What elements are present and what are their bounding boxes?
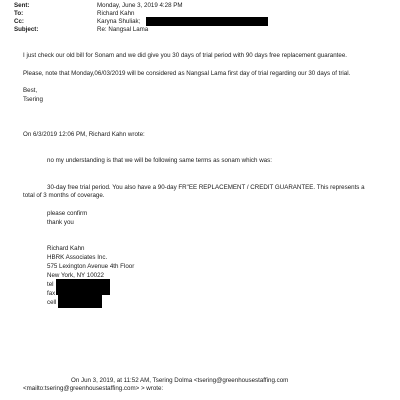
sent-label: Sent: xyxy=(14,2,30,9)
cc-value: Karyna Shuliak; xyxy=(97,18,141,25)
quoted-line-1: no my understanding is that we will be following same terms as sonam which was: xyxy=(47,157,272,164)
quoted-confirm: please confirm xyxy=(47,210,88,217)
quoted-thanks: thank you xyxy=(47,219,74,226)
sig-fax-label: fax xyxy=(47,290,56,297)
tel-redaction xyxy=(56,279,110,287)
sig-address: 575 Lexington Avenue 4th Floor xyxy=(47,263,135,270)
quoted-line-2b: total of 3 months of coverage. xyxy=(23,192,105,199)
subject-value: Re: Nangsal Lama xyxy=(97,26,149,33)
sig-cell-label: cell xyxy=(47,299,57,306)
body-paragraph-1: I just check our old bill for Sonam and we did give you 30 days of trial period with 90 days free replacement guarantee. xyxy=(23,52,347,59)
fax-redaction xyxy=(56,287,110,295)
to-value: Richard Kahn xyxy=(97,10,135,17)
closing: Best, xyxy=(23,87,38,94)
quoted2-intro: On Jun 3, 2019, at 11:52 AM, Tsering Dolma <tsering@greenhousestaffing.com xyxy=(71,377,289,384)
to-label: To: xyxy=(14,10,24,17)
sig-tel-label: tel xyxy=(47,281,54,288)
sig-name: Richard Kahn xyxy=(47,245,85,252)
sent-value: Monday, June 3, 2019 4:28 PM xyxy=(97,2,183,9)
quoted2-mailto: <mailto:tsering@greenhousestaffing.com> > wrote: xyxy=(23,385,164,392)
body-paragraph-2: Please, note that Monday,06/03/2019 will be considered as Nangsal Lama first day of trial regarding our 30 days of trial. xyxy=(23,70,351,77)
cc-label: Cc: xyxy=(14,18,24,25)
cc-redaction xyxy=(146,17,268,26)
quoted-intro: On 6/3/2019 12:06 PM, Richard Kahn wrote: xyxy=(23,131,145,138)
subject-label: Subject: xyxy=(14,26,39,33)
sig-company: HBRK Associates Inc. xyxy=(47,254,108,261)
quoted-line-2a: 30-day free trial period. You also have a 90-day FR"EE REPLACEMENT / CREDIT GUARANTEE. This represents a xyxy=(47,184,365,191)
signature: Tsering xyxy=(23,96,43,103)
sig-city: New York, NY 10022 xyxy=(47,272,104,279)
cell-redaction xyxy=(58,295,102,308)
